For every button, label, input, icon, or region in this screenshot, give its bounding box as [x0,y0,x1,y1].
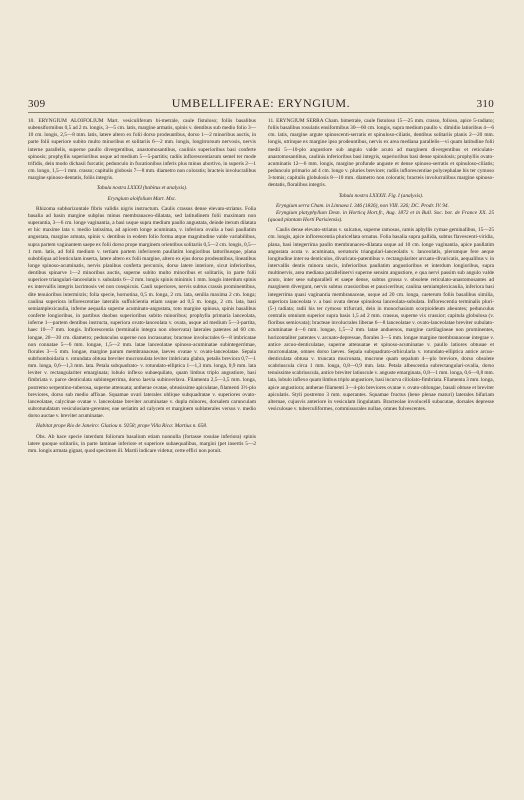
species-diagnosis: 11. ERYNGIUM SERRA Cham. bimetrale, caule fistuloso 15—25 mm. crasso, folioso, apice 5-radiato; foliis basalibus rosulatis ensiformibus 30—60 cm. longis, supra medium paullo v. dimidio latioribus 4—6 cm. latis, margine argute spinoscenti-serratis et spinuloso-ciliatis, dentibus solitariis planis 2—20 mm. longis, utrinque ex margine ipso prodeuntibus, nervis ex area mediana parallelis—vi quam latitudine folii medii 5—10-plo angustiore sub angulo valde acuto ad marginem divergentibus et reticulato-anastomosantibus, caulinis inferioribus basi integris, superioribus basi dense spinulosis; prophyllis ovato-acuminatis 12—6 mm. longis, margine profunde anguste et dense spinoso-serratis et spinuloso-ciliatis; pedunculo primario ad 4 cm. longo v. pluries breviore; radiis inflorescentiae polycephalae bis ter cymoso 3-tomis; capitulis globulosis 8—10 mm. diametro non coloratis; bracteis involucralibus margine spinoso-dentatis, floralibus integris. [268,118,494,189]
habitat-note: Habitat prope Rio de Janeiro: Glaziou n. 9258; prope Villa Rica: Martius n. 658. [36,423,208,430]
right-column [268,118,494,413]
synonym: Eryngium serra Cham. in Linnaea I. 346 (1826), non VIII. 326; DC. Prodr. IV. 94. [276,202,449,209]
header-rule [28,112,494,113]
synonym: Eryngium platyphyllum Desn. in Horticq Hort.fr., Aug. 1872 et in Bull. Soc. bot. de France XX. 25 (quoad plantam Horti Parisiensis). [268,209,494,224]
observation-note: Obs. Ab hace specie interdum foliorum basalium etiam nonnulla (fortasse rosulae inferiora) spinis latere quoque solitariis, in parte laminae inferiore et superiore subaequalibus, margini (pet insertis 5—2 mm. longis armata gignat, quod specimen ill. Martii indicare videtur, certe effici non potuit. [28,433,256,454]
species-description: Rhizoma subhorizontale fibris validis nigris instructum. Caulis crassus dense elevato-striatus. Folia basalia ad basin margine subplus minus membranaceo-dilatata, sed latitudinem folii maximam non superantia, 3—6 cm. longe vaginantia, a basi usque supra medium paullo angustata, deinde iterum dilatata et hic maxime lata v. medio latissima, ad apicem longe acuminata, v. inferiora ovalia a basi paullatim angustata, margine armata, spinis v. dentibus in eodem folio forma atque magnitudine valde variabilibus, supra partem vaginantem saepe ex folii dorso prope marginem orientibus solitariis 0,5—2 cm. longis, 0,5—1 mm. latis, ad folii medium v. tertiam partem inferiorem paullatim longioribus lattoribusque, plana subobliqua ad lenticulam inserta, latere altero ex folii margine, altero ex ejus dorso prodeuntibus, lineatibus longe spinoso-acuminatis, nervis planibus conferta percursis, dorso latere interiore, sicut inferioribus, dentibus spinarve 1—2 minoribus auctis, superne subito multo minoribus et solitariis, in parte folii superiore triangulari-lanceolatis v. subulatis 6—2 mm. longis spinis minimis 1 mm. longis interdum spinis ex intervallis integris lacrimosis vel non conspicuis. Cauli superiores, nervis subtus crassis prominentibus, dite tenuioribus intermixtis; folia specie, hornotina, 0,5 m. longa, 2 cm. lata, senilia maxima 2 cm. longa; caulina superiora inflorescentiae lateralis suffulcientia etiam usque ad 0,5 m. longa, 2 cm. lata, basi semiamplexicaulia, inferne aequalia superne acuminato-angustata, toto margine spinosa, spinis basalibus conferte longioribus, in partibus duobus superioribus subito minoribus; prophylla primaria lanceolata, inferne 1—partem dentibus instructa, superiora ovato-lanceolata v. ovata, usque ad medium 5—3-partita, haec 10—7 mm. longis. Inflorescentia (terminalis integra non observata) laterales patentes ad 60 cm. longae, 20—30 cm. diametro; pedunculus superne non incrassatus; bracteae involucrales 6—8 imbricatae non connatae 5—6 mm. longae, 1,5—2 mm. latae lanceolatae spinoso-acuminatae subintegerrimae, florales 3—5 mm. longae, margine parum membranaceae, laeves ovatae v. ovato-lanceolatae. Sepala subrhomboidaria v. rotundata obtusa breviter mucronulata leviter imbricata glabra, petalis breviora 0,7—1 mm. longa, 0,6—1,3 mm. lata. Petala subquadrato- v. rotundato-elliptica 1—1,3 mm. longa, 0,9 mm. lata leviter v. rectangulariter emarginata; lobulo inflexo subaequilato, quam limbus triplo angustiore, basi fimbriata v. parce denticulata subintegerrima, dorso laevia subinverlava. Filamenta 2,5—3,5 mm. longa, postremo serpentino-tuberosa, superne attenuata; antherae ovatae, obtusissime apiculatae, filamenti 3½-plo breviores, dorso sub medio affixae. Squamae ovari laterales oblique subquadratae v. superiores ovato-lanceolatae, calycinae ovatae v. lanceolatae breviter acuminatae v. dupla minores, dorsalem carunculam subrotundatam vesiculosiam-gerentes; eae seriatim ad calycem et marginem sublaterales versus v. medio dorso auctae v. breviter acuminatae. [28,205,256,420]
species-name: Eryngium aloifolium Mart. Msc. [107,195,177,202]
running-title: UMBELLIFERAE: ERYNGIUM. [171,96,351,110]
left-column [28,118,256,455]
page-number-right: 310 [476,98,494,110]
plate-reference: Tabula nostra LXXXI (habitus et analysis). [96,185,188,192]
page-header [28,96,494,112]
species-description: Caulis dense elevato-striatus v. sulcatus, superne ramosus, ramis aphyllis cymae geminalibus, 15—25 cm. longis, apice inflorescentia pluricellata ornatus. Folia basalia supra pallida, subtus flavescenti-viridia, plana, basi integerrima paullo membranaceo-dilatata usque ad 10 cm. longe vaginantia, apice paullatim angustata acuta v. acuminata, serraturis triangulari-lanceolatis v. lanceolatis, plerumque fere aeque longitudine inter ea denticulos, divaricato-patentibus v. rectangulariter arcuato-divaricatis, aequalibus v. in intervallis dentis minora uncis, inferioribus paullatim angustioribus et interdum longioribus, supra multinervis, area mediana parallelinervi superne sensim angustiore, e qua nervi passim sub angulo valde acuto, inter sese subparalleli et saepe dense, subtus grossa v. obsolete reticulato-anastomosantes ad marginem divergunt, nervis subtus crassioribus et pauciceribus; caulina semiamplexicaulia, inferiora basi integerrima quasi vaginantia membranaceae, usque ad 20 cm. longa, caeterum foliis basalibus similia, superiora lanceolata v. a basi ovata dense spinulosa lanceolata-subulata. Inflorescentia terminalis pluri- (5-) radiata; radii his ter cymoso trifurcati, dein in monochasium scorpioideum abeuntes; pedunculus centralis omnium superior supra basis 1,5 ad 2 mm. crassus, superne vix crassior; capitula globulosa (v. floribus semiovata); bracteae involucrales liberae 6—8 lanceolatae v. ovato-lanceolatae breviter subulato-acuminatae 4—6 mm. longae, 1,5—2 mm. latae anduersos, margine cartilagineae non prominentes, horizontaliter patentes v. arcuato-depressae, florales 3—5 mm. longae margine membranaceae integrae v. antice arcuo-denticulatae, superne attenuatae et spinoso-acuminatae v. paullo latiores obtusae et mucronulatae, omnes dorso laeves. Sepala subquadrato-orbicularia v. rotundato-elliptica antice arcuo-denticulata obtusa v. truncata mucronata, mucrone quam sepalum 4—plo breviore, dorso obsolete scabriuscula circa 1 mm. longa, 0,8—0,9 mm. lata. Petala albescentia subrectangulari-ovalia, dorso tenuissime scabriuscula, antice breviter latiuscule v. anguste emarginata, 0,8—1 mm. longa, 0,6—0,8 mm. lata, lobulo inflexo quam limbus triplo angustiore, basi incurva ciliolato-fimbriata. Filamenta 3 mm. longa, apice angustiora; antherae filamenti 3—4-plo breviores ovatae v. ovato-oblongae, basali obtuse et breviter apiculatis. Styli postremo 3 mm. superantes. Squamae fructus (bene plenae maturi) laterales bifariam alternae, cujusvis anteriore in vesiculam lingulatam. Bracteolae involucelli subacutae, dorsales depresse vesiculosae v. tuberculiformes, commissurales nullae, omnes fulvescentes. [268,227,494,413]
plate-reference: Tabula nostra LXXXII. Fig. I (analysis). [338,192,424,199]
page-number-left: 309 [28,98,46,110]
species-diagnosis: 10. ERYNGIUM ALOIFOLIUM Mart. vesiculiferum bi-metrale, caule fistuloso; foliis basalibus subensiformibus 0,5 ad 2 m. longis, 3—5 cm. latis, margine armatis, spinis v. dentibus sub medio folio 3—10 cm. longis, 2,5—8 mm. latis, latere altero ex folii dorso prodeuntibus, dorso 1—2 minoribus auctis, in parte folii superiore subito multo minoribus et solitariis 6—2 mm. longis, longitrorsum nervosis, nervis interne parallelis, superne paullo divergentibus, anastomosantibus, caulinis superioribus basi conferte spinosis; prophyllis superioribus usque ad medium 5—5-partitis; radiis inflorescentiarum semel ter mode trifidis, dein modo dichasii furcatis; pedunculo in fucationibus inferis plus minus abortivo, in superis 2—1 cm. longo, 1,5—1 mm. crasso; capitulis globosis 7—8 mm. diametro non coloratis; bracteis involucralibus margine spinoso-dentatis, foliis integris. [28,118,256,182]
